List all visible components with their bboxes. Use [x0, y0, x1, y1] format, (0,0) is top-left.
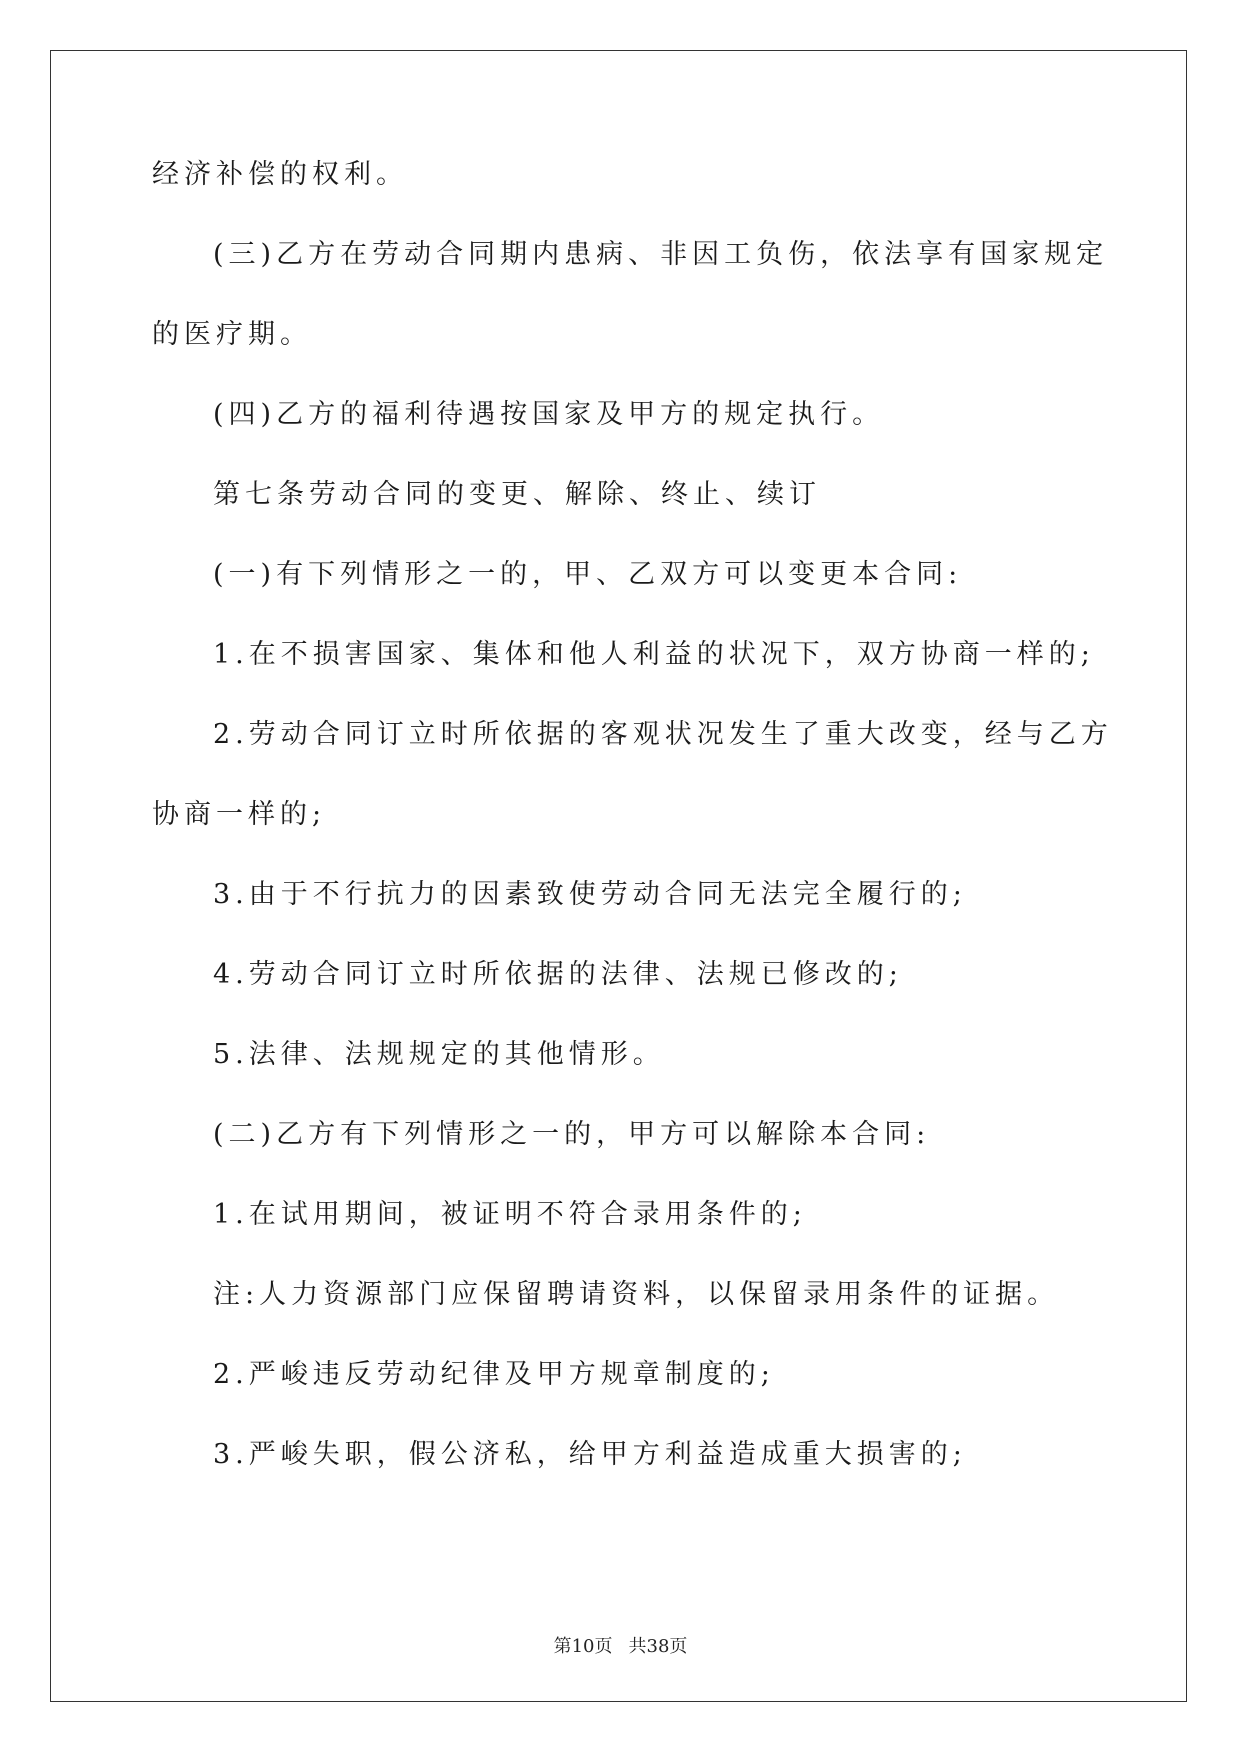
paragraph-line: (一)有下列情形之一的，甲、乙双方可以变更本合同: [213, 559, 963, 590]
section-heading: 第七条劳动合同的变更、解除、终止、续订 [213, 479, 821, 510]
page-number: 第10页 [553, 1636, 613, 1657]
document-body [152, 159, 1113, 1520]
page-total: 共38页 [628, 1636, 688, 1657]
note-line: 注:人力资源部门应保留聘请资料，以保留录用条件的证据。 [213, 1279, 1060, 1310]
paragraph-line: 经济补偿的权利。 [152, 159, 408, 190]
paragraph-line: (四)乙方的福利待遇按国家及甲方的规定执行。 [213, 399, 885, 430]
paragraph-line: 的医疗期。 [152, 319, 312, 350]
list-item: 1.在试用期间，被证明不符合录用条件的; [213, 1199, 807, 1230]
list-item: 2.严峻违反劳动纪律及甲方规章制度的; [213, 1359, 775, 1390]
paragraph-line: 协商一样的; [152, 799, 327, 830]
list-item: 1.在不损害国家、集体和他人利益的状况下，双方协商一样的; [213, 639, 1095, 670]
paragraph-line: (二)乙方有下列情形之一的，甲方可以解除本合同: [213, 1119, 931, 1150]
list-item: 2.劳动合同订立时所依据的客观状况发生了重大改变，经与乙方 [213, 719, 1113, 750]
list-item: 3.由于不行抗力的因素致使劳动合同无法完全履行的; [213, 879, 967, 910]
paragraph-line: (三)乙方在劳动合同期内患病、非因工负伤，依法享有国家规定 [213, 239, 1109, 270]
page-footer [0, 1632, 1241, 1658]
list-item: 4.劳动合同订立时所依据的法律、法规已修改的; [213, 959, 903, 990]
list-item: 3.严峻失职，假公济私，给甲方利益造成重大损害的; [213, 1439, 967, 1470]
list-item: 5.法律、法规规定的其他情形。 [213, 1039, 665, 1070]
